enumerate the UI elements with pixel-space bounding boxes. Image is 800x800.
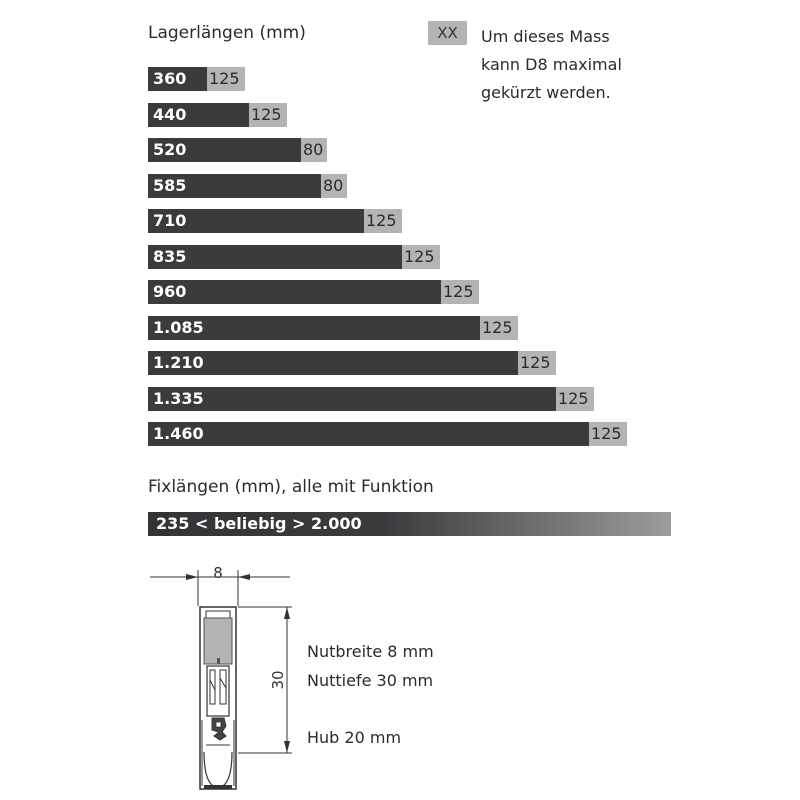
legend-text (481, 23, 681, 107)
bar-cut-label: 80 (321, 174, 347, 198)
profile-cross-section (140, 560, 310, 795)
spec-stroke: Hub 20 mm (307, 728, 402, 747)
legend-line: Um dieses Mass (481, 27, 610, 46)
bar-length-label: 440 (148, 103, 249, 127)
fix-title: Fixlängen (mm), alle mit Funktion (148, 477, 434, 497)
bar-cut-label: 125 (589, 422, 627, 446)
spec-groove-width: Nutbreite 8 mm (307, 642, 434, 661)
fix-range-bar: 235 < beliebig > 2.000 (148, 512, 671, 536)
bar-cut-label: 125 (364, 209, 402, 233)
bar-length-label: 1.210 (148, 351, 518, 375)
bar-length-label: 960 (148, 280, 441, 304)
height-dimension-value: 30 (269, 670, 287, 690)
width-dimension-value: 8 (213, 564, 223, 582)
legend-line: kann D8 maximal (481, 55, 622, 74)
bar-cut-label: 125 (480, 316, 518, 340)
bar-cut-label: 125 (518, 351, 556, 375)
spec-groove-depth: Nuttiefe 30 mm (307, 671, 434, 690)
bar-cut-label: 125 (249, 103, 287, 127)
bar-length-label: 520 (148, 138, 301, 162)
bar-length-label: 1.335 (148, 387, 556, 411)
bar-cut-label: 125 (207, 67, 245, 91)
legend-line: gekürzt werden. (481, 83, 611, 102)
profile-seal (204, 618, 232, 664)
bar-length-label: 710 (148, 209, 364, 233)
lager-title: Lagerlängen (mm) (148, 23, 306, 43)
bar-cut-label: 125 (402, 245, 440, 269)
bar-length-label: 360 (148, 67, 207, 91)
bar-cut-label: 125 (556, 387, 594, 411)
bar-cut-label: 80 (301, 138, 327, 162)
bar-length-label: 835 (148, 245, 402, 269)
legend-swatch: XX (428, 21, 467, 45)
bar-length-label: 1.460 (148, 422, 589, 446)
bar-length-label: 1.085 (148, 316, 480, 340)
bar-cut-label: 125 (441, 280, 479, 304)
bar-length-label: 585 (148, 174, 321, 198)
